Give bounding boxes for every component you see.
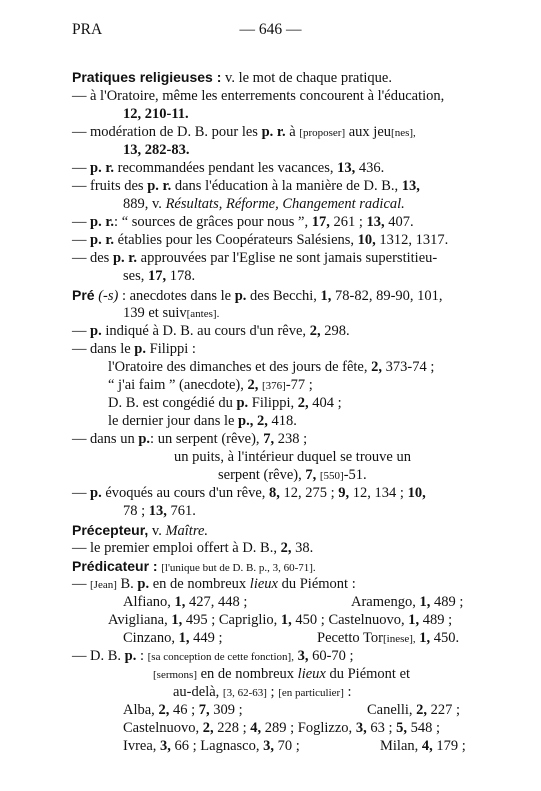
entry-line: — des p. r. approuvées par l'Eglise ne sont jamais superstitieu-	[72, 250, 438, 266]
page-number: — 646 —	[239, 21, 302, 38]
entry-line: — p. r.: “ sources de grâces pour nous ”, 17, 261 ; 13, 407.	[72, 214, 414, 230]
entry-subline: [sermons] en de nombreux lieux du Piémont et	[153, 666, 411, 682]
place-item: Alfiano, 1, 427, 448 ;	[123, 594, 248, 610]
entry-line: ses, 17, 178.	[123, 268, 196, 284]
place-item: Avigliana, 1, 495 ; Capriglio, 1, 450 ; Castelnuovo, 1, 489 ;	[108, 612, 453, 628]
entry-line: — p. r. recommandées pendant les vacances, 13, 436.	[72, 160, 385, 176]
entry-subline: serpent (rêve), 7, [550]-51.	[218, 467, 367, 483]
entry-line: — p. r. établies pour les Coopérateurs Salésiens, 10, 1312, 1317.	[72, 232, 449, 248]
entry-line: — fruits des p. r. dans l'éducation à la manière de D. B., 13,	[72, 178, 420, 194]
entry-line: — D. B. p. : [sa conception de cette fonction], 3, 60-70 ;	[72, 648, 354, 664]
entry-subline: au-delà, [3, 62-63] ; [en particulier] :	[173, 684, 352, 700]
entry-pre-head: Pré (-s) : anecdotes dans le p. des Becchi, 1, 78-82, 89-90, 101,	[72, 287, 443, 304]
place-item: Pecetto Tor[inese], 1, 450.	[317, 630, 460, 646]
entry-line: — à l'Oratoire, même les enterrements concourent à l'éducation,	[72, 88, 445, 104]
entry-subline: D. B. est congédié du p. Filippi, 2, 404 ;	[108, 395, 342, 411]
entry-pratiques-head: Pratiques religieuses : v. le mot de chaque pratique.	[72, 69, 392, 86]
entry-line: 12, 210-11.	[123, 106, 189, 122]
entry-line: — dans un p.: un serpent (rêve), 7, 238 ;	[72, 431, 308, 447]
place-item: Canelli, 2, 227 ;	[367, 702, 461, 718]
place-item: Aramengo, 1, 489 ;	[351, 594, 464, 610]
entry-line: 13, 282-83.	[123, 142, 190, 158]
entry-subline: un puits, à l'intérieur duquel se trouve un	[174, 449, 411, 465]
place-item: Cinzano, 1, 449 ;	[123, 630, 223, 646]
entry-line: — [Jean] B. p. en de nombreux lieux du Piémont :	[72, 576, 356, 592]
place-item: Ivrea, 3, 66 ; Lagnasco, 3, 70 ;	[123, 738, 300, 754]
entry-line: — dans le p. Filippi :	[72, 341, 196, 357]
entry-subline: “ j'ai faim ” (anecdote), 2, [376]-77 ;	[108, 377, 313, 393]
running-head: PRA	[72, 21, 103, 38]
entry-subline: le dernier jour dans le p., 2, 418.	[108, 413, 297, 429]
entry-line: — le premier emploi offert à D. B., 2, 38.	[72, 540, 314, 556]
entry-predicateur-head: Prédicateur : [l'unique but de D. B. p., 3, 60-71].	[72, 558, 316, 574]
entry-precepteur-head: Précepteur, v. Maître.	[72, 522, 209, 539]
place-item: Castelnuovo, 2, 228 ; 4, 289 ; Foglizzo, 3, 63 ; 5, 548 ;	[123, 720, 440, 736]
place-item: Alba, 2, 46 ; 7, 309 ;	[123, 702, 243, 718]
entry-line: — modération de D. B. pour les p. r. à [proposer] aux jeu[nes],	[72, 124, 416, 140]
entry-line: — p. indiqué à D. B. au cours d'un rêve, 2, 298.	[72, 323, 350, 339]
entry-line: 78 ; 13, 761.	[123, 503, 196, 519]
entry-line: — p. évoqués au cours d'un rêve, 8, 12, 275 ; 9, 12, 134 ; 10,	[72, 485, 426, 501]
entry-line: 889, v. Résultats, Réforme, Changement radical.	[123, 196, 405, 212]
entry-line: 139 et suiv[antes].	[123, 305, 220, 321]
place-item: Milan, 4, 179 ;	[380, 738, 466, 754]
entry-subline: l'Oratoire des dimanches et des jours de fête, 2, 373-74 ;	[108, 359, 435, 375]
